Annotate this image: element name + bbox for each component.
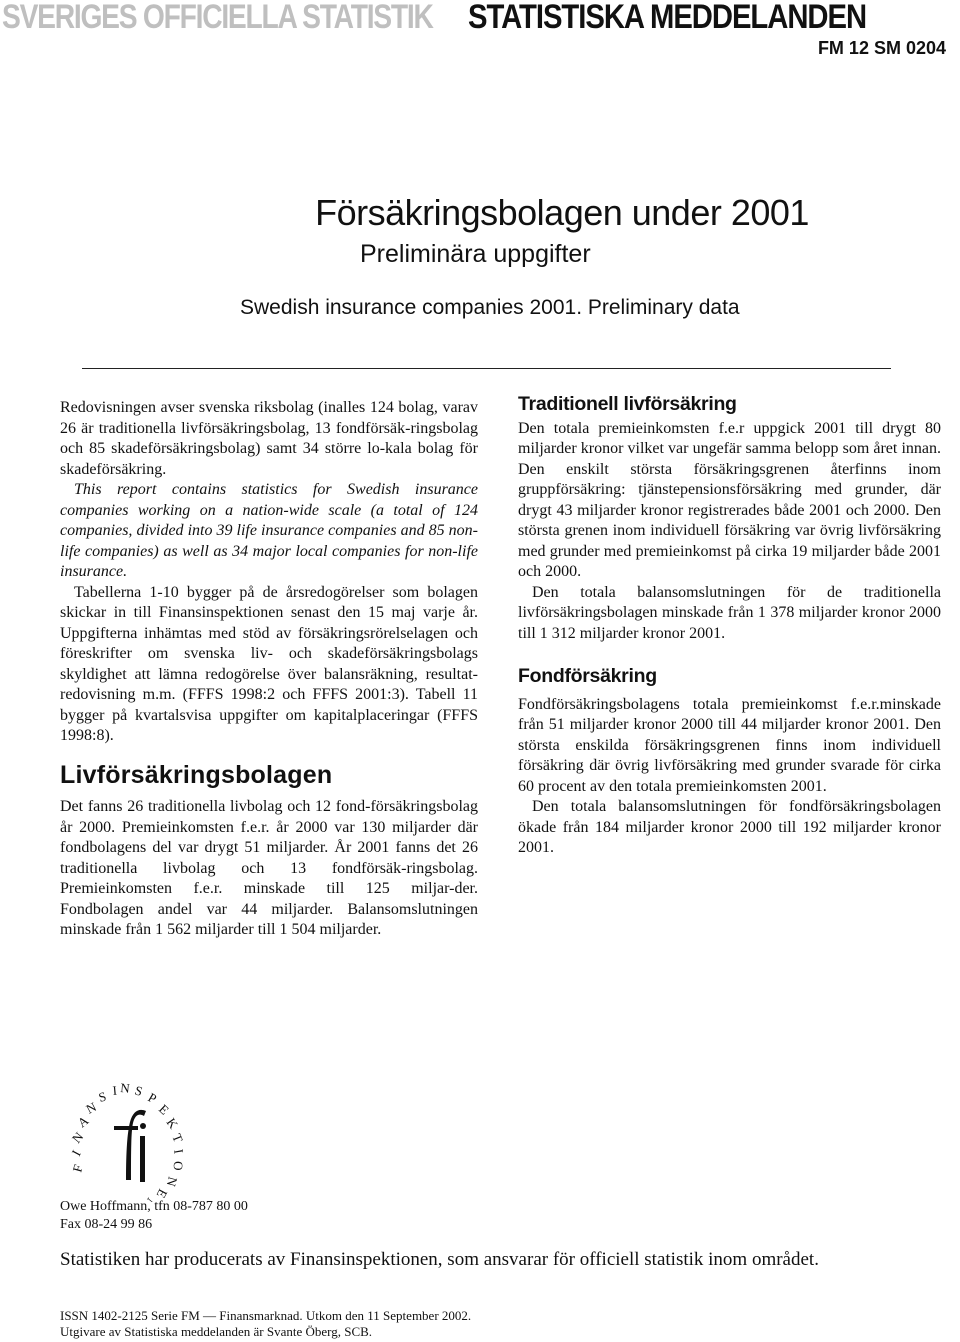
svg-text:F: F	[69, 1162, 86, 1174]
issn-line: ISSN 1402-2125 Serie FM — Finansmarknad. Utkom den 11 September 2002.	[60, 1308, 472, 1323]
svg-text:N: N	[83, 1099, 99, 1117]
series-name-grey: SVERIGES OFFICIELLA STATISTIK	[2, 0, 433, 36]
fondforsakring-paragraph-2: Den totala balansomslutningen för fondförsäkringsbolagen ökade från 184 miljarder kronor 2000 till 192 miljarder kronor 2001.	[518, 798, 941, 856]
sources-paragraph: Tabellerna 1-10 bygger på de årsredogörelser som bolagen skickar in till Finansinspektionen senast den 15 maj varje år. Uppgifterna inhämtas med stöd av försäkringsrörelselagen och föreskrifter om svenska liv- och skadeförsäkringsbolags skyldighet att lämna redogörelse över balansräkning, resultat-redovisning m.m. (FFFS 1998:2 och FFFS 2001:3). Tabell 11 bygger på kvartalsvisa uppgifter om kapitalplaceringar (FFFS 1998:8).	[60, 583, 478, 744]
publisher-line: Utgivare av Statistiska meddelanden är Svante Öberg, SCB.	[60, 1324, 373, 1339]
english-title: Swedish insurance companies 2001. Preliminary data	[240, 296, 740, 319]
contact-fax: Fax 08-24 99 86	[60, 1217, 153, 1232]
series-name-black: STATISTISKA MEDDELANDEN	[468, 0, 867, 36]
traditionell-paragraph-1: Den totala premieinkomsten f.e.r uppgick 2001 till drygt 80 miljarder kronor vilket var ungefär samma belopp som året innan. Den enskilt största försäkringsgrenen återfinns inom gruppförsäkring: tjänstepensionsförsäkring med grunder, där drygt 43 miljarder kronor registrerades både 2001 och 2000. Den största grenen inom individuell försäkring var övrig livförsäkring med grunder med premieinkomst på cirka 19 miljarder både 2001 och 2000.	[518, 419, 941, 580]
livforsakring-paragraph: Det fanns 26 traditionella livbolag och 12 fond-försäkringsbolag år 2000. Premieinkomsten f.e.r. år 2000 var 130 miljarder där fondbolagens del var drygt 51 miljarder. År 2001 fanns det 26 traditionella livbolag och 13 fondförsäk-ringsbolag. Premieinkomsten f.e.r. minskade till 125 miljar-der. Fondbolagen andel var 44 miljarder. Balansomslutningen minskade från 1 562 miljarder till 1 504 miljarder.	[60, 798, 478, 938]
report-code: FM 12 SM 0204	[817, 38, 946, 58]
right-column	[518, 394, 941, 859]
left-column	[60, 398, 478, 941]
finansinspektionen-logo-icon	[54, 1064, 192, 1202]
traditionell-paragraph-2: Den totala balansomslutningen för de traditionella livförsäkringsbolagen minskade från 1 378 miljarder kronor 2000 till 1 312 miljarder kronor 2001.	[518, 583, 941, 642]
fondforsakring-paragraph-1: Fondförsäkringsbolagens totala premieinkomst f.e.r.minskade från 51 miljarder kronor 2000 till 44 miljarder kronor 2001. Den största enskilda försäkringsgrenen finns inom individuell försäkring där övrig livförsäkring med grunder svarade för cirka 60 procent av den totala premieinkomsten 2001.	[518, 695, 941, 795]
series-banner	[0, 0, 960, 40]
svg-text:E: E	[155, 1101, 173, 1118]
svg-text:N: N	[119, 1080, 131, 1096]
svg-text:A: A	[74, 1112, 92, 1131]
svg-text:N: N	[68, 1129, 87, 1146]
publication-info	[60, 1308, 471, 1340]
section-heading-traditionell: Traditionell livförsäkring	[518, 393, 737, 415]
svg-text:S: S	[96, 1088, 108, 1105]
svg-text:O: O	[170, 1160, 186, 1171]
responsibility-statement: Statistiken har producerats av Finansinspektionen, som ansvarar för officiell statistik inom området.	[60, 1249, 819, 1270]
page-subtitle: Preliminära uppgifter	[360, 240, 591, 268]
section-heading-livforsakringsbolagen: Livförsäkringsbolagen	[60, 760, 333, 789]
svg-text:P: P	[145, 1089, 160, 1107]
english-summary: This report contains statistics for Swedish insurance companies working on a nation-wide scale (a total of 124 companies, divided into 39 life insurance companies and 85 non-life companies) as well as 34 major local companies for non-life insurance.	[60, 481, 478, 580]
svg-text:I: I	[171, 1147, 187, 1155]
svg-text:K: K	[163, 1115, 182, 1132]
contact-phone: Owe Hoffmann, tfn 08-787 80 00	[60, 1199, 248, 1214]
title-block	[0, 192, 960, 234]
title-divider	[82, 368, 891, 369]
svg-text:E: E	[153, 1186, 171, 1201]
page-title: Försäkringsbolagen under 2001	[315, 192, 809, 233]
intro-paragraph: Redovisningen avser svenska riksbolag (inalles 124 bolag, varav 26 är traditionella livförsäkringsbolag, 13 fondförsäk-ringsbolag och 85 skadeförsäkringsbolag) samt 34 större lo-kala bolag för skadeförsäkring.	[60, 399, 478, 478]
svg-text:I: I	[68, 1147, 84, 1159]
contact-block	[60, 1198, 248, 1234]
svg-text:N: N	[163, 1175, 181, 1189]
svg-text:I: I	[111, 1082, 118, 1098]
svg-text:T: T	[169, 1131, 187, 1145]
section-heading-fondforsakring: Fondförsäkring	[518, 665, 657, 687]
svg-text:S: S	[133, 1082, 145, 1099]
